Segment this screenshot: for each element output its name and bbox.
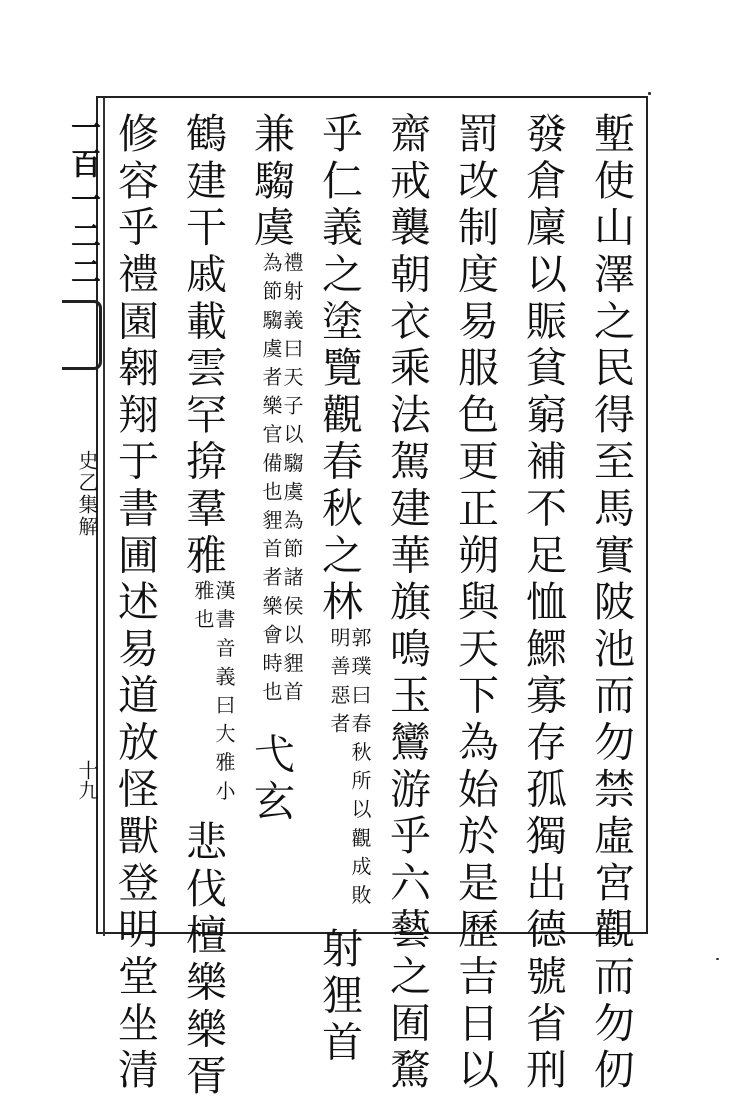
text-column-5 [315, 112, 372, 1068]
fish-tail-mark [62, 300, 102, 370]
fold-line [103, 98, 105, 936]
ink-speck [648, 92, 651, 95]
commentary-note: 郭璞曰春秋所以觀成敗明善惡者 [327, 626, 372, 913]
main-text: 乎仁義之塗覽觀春秋之林 [315, 112, 363, 627]
main-text: 兼騶虞 [247, 112, 295, 253]
text-column-2: 發倉廩以賑貧窮補不足恤鰥寡存孤獨出德號省刑 [519, 112, 567, 1095]
main-text: 射狸首 [315, 926, 363, 1068]
commentary-note: 禮射義曰天子以騶虞為節諸侯以貍首為節騶虞者樂官備也貍首者樂會時也 [259, 252, 304, 711]
text-column-4: 齋戒襲朝衣乘法駕建華旗鳴玉鸞游乎六藝之囿騖 [383, 112, 431, 1095]
text-column-3: 罰改制度易服色更正朔與天下為始於是歷吉日以 [451, 112, 499, 1095]
text-column-8: 修容乎禮園翱翔于書圃述易道放怪獸登明堂坐清 [111, 112, 159, 1095]
main-text: 弋玄 [247, 732, 295, 827]
folio-number: 十九 [75, 760, 99, 800]
text-column-7 [179, 112, 236, 1101]
main-text: 悲伐檀樂樂胥 [179, 820, 227, 1101]
ink-speck [716, 958, 719, 960]
margin-marks: 一百一二二 [65, 112, 100, 292]
main-text: 鶴建干戚載雲罕揜羣雅 [179, 112, 227, 580]
margin-title: 史乙集解 [75, 450, 99, 538]
commentary-note: 漢書音義曰大雅小雅也 [191, 580, 236, 809]
text-column-1: 塹使山澤之民得至馬實陂池而勿禁虛宮觀而勿仞 [587, 112, 635, 1095]
text-column-6 [248, 112, 302, 924]
